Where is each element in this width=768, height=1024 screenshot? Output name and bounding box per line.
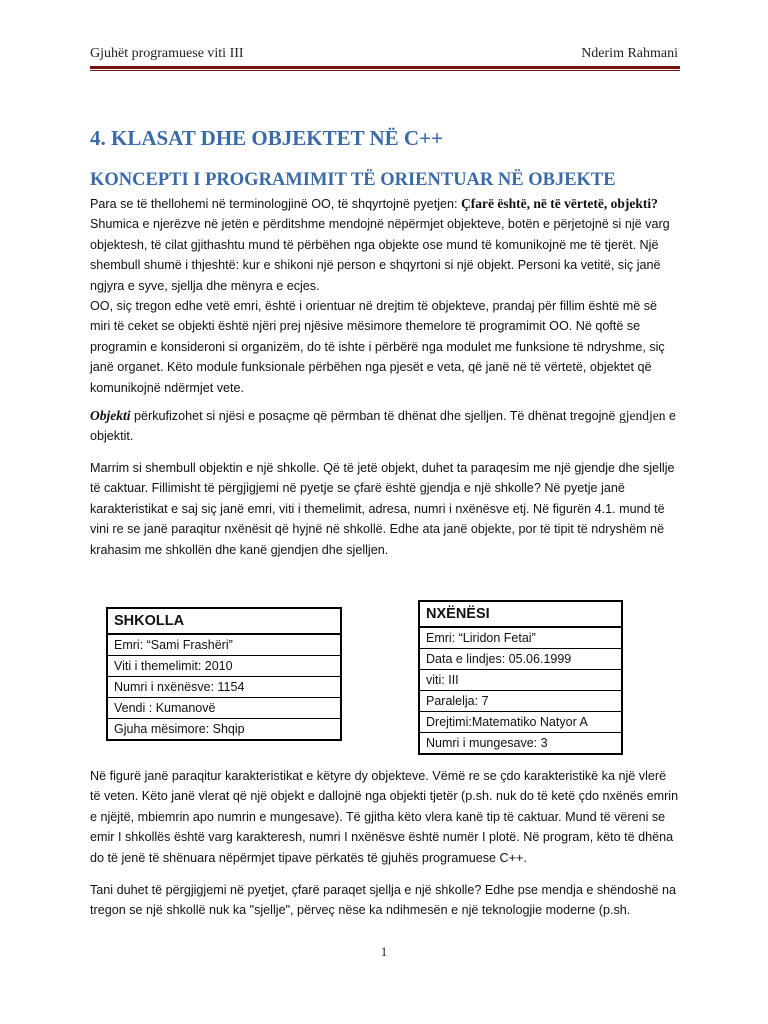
school-box-row: Numri i nxënësve: 1154 xyxy=(107,677,341,698)
definition-end: e objektit. xyxy=(90,409,676,444)
definition-term: Objekti xyxy=(90,408,131,423)
definition-state: gjendjen xyxy=(618,408,666,423)
school-box-row: Emri: “Sami Frashëri” xyxy=(107,634,341,656)
paragraph-definition xyxy=(90,406,680,447)
school-box-row: Viti i themelimit: 2010 xyxy=(107,656,341,677)
definition-text: përkufizohet si njësi e posaçme që përmban të dhënat dhe sjelljen. Të dhënat tregojnë xyxy=(130,409,616,423)
intro-rest: Shumica e njerëzve në jetën e përditshme mendojnë nëpërmjet objekteve, botën e përjetojnë si një varg objektesh, të cilat gjithashtu mund të përbëhen nga objekte ose mund të komunikojnë me të tjerët. Një shembull shumë i thjeshtë: kur e shikoni një person e shqyrtoni si një objekt. Personi ka vetitë, siç janë ngjyra e syve, sjellja dhe mënyra e ecjes. xyxy=(90,217,670,293)
student-box-row: Drejtimi:Matematiko Natyor A xyxy=(419,712,622,733)
school-object-box xyxy=(106,607,342,741)
oo-tail: komunikojnë ndërmjet vete. xyxy=(90,380,245,395)
header-rule-thick xyxy=(90,66,680,69)
chapter-heading: 4. KLASAT DHE OBJEKTET NË C++ xyxy=(90,126,444,150)
school-box-title: SHKOLLA xyxy=(107,608,341,634)
student-box-title: NXËNËSI xyxy=(419,601,622,627)
header-right-text: Nderim Rahmani xyxy=(581,46,678,61)
paragraph-figure-explanation: Në figurë janë paraqitur karakteristikat e këtyre dy objekteve. Vëmë re se çdo karakteristikë ka një vlerë të veten. Këto janë vlerat që një objekt e dallojnë nga objekti tjetër (p.sh. nuk do të ketë çdo nxënës emrin e njëjtë, mbiemrin apo numrin e mungesave). Të gjitha këto vlera kanë tip të caktuar. Mund të vëreni se emir I shkollës është varg karakteresh, numri I nxënësve është numër I plotë. Në program, këto të dhëna do të jenë të shënuara nëpërmjet tipave përkatës të gjuhës programuese C++. xyxy=(90,769,679,865)
page-number: 1 xyxy=(380,944,388,959)
paragraph-behavior: Tani duhet të përgjigjemi në pyetjet, çfarë paraqet sjellja e një shkolle? Edhe pse mendja e shëndoshë na tregon se një shkollë nuk ka "sjellje", përveç nëse ka ndihmesën e një teknologjie moderne (p.sh. xyxy=(90,883,676,918)
section-heading: KONCEPTI I PROGRAMIMIT TË ORIENTUAR NË OBJEKTE xyxy=(90,170,616,190)
paragraph-school-example: Marrim si shembull objektin e një shkolle. Që të jetë objekt, duhet ta paraqesim me një gjendje dhe sjellje të caktuar. Fillimisht të përgjigjemi në pyetje se çfarë është gjendja e një shkolle? Në pyetje janë karakteristikat e saj siç janë emri, viti i themelimit, adresa, numri i nxënësve etj. Në figurën 4.1. mund të vini re se janë paraqitur nxënësit që hyjnë në shkollë. Edhe ata janë objekte, por të tipit të ndryshëm në krahasim me shkollën dhe kanë gjendjen dhe sjelljen. xyxy=(90,461,675,557)
student-box-row: Data e lindjes: 05.06.1999 xyxy=(419,649,622,670)
header-left-text: Gjuhët programuese viti III xyxy=(90,46,244,61)
school-box-row: Gjuha mësimore: Shqip xyxy=(107,719,341,741)
student-box-row: Numri i mungesave: 3 xyxy=(419,733,622,755)
student-object-box xyxy=(418,600,623,755)
oo-text: OO, siç tregon edhe vetë emri, është i orientuar në drejtim të objekteve, prandaj për fillim është më së miri të ceket se objekti është njëri prej njësive mësimore themelore të programimit OO. Në qoftë se programin e konsideroni si organizëm, do të ishte i përbërë nga modulet me funksione të ndryshme, siç janë organet. Këto module funksionale përbëhen nga pjesët e veta, që janë në të vërtetë, objektet që xyxy=(90,299,665,375)
student-box-row: viti: III xyxy=(419,670,622,691)
intro-text: Para se të thellohemi në terminologjinë OO, të shqyrtojnë pyetjen: xyxy=(90,197,462,211)
student-box-row: Emri: “Liridon Fetai” xyxy=(419,627,622,649)
header-rule-thin xyxy=(90,70,680,71)
paragraph-intro xyxy=(90,194,680,398)
student-box-row: Paralelja: 7 xyxy=(419,691,622,712)
intro-question: Çfarë është, në të vërtetë, objekti? xyxy=(461,196,658,211)
school-box-row: Vendi : Kumanovë xyxy=(107,698,341,719)
